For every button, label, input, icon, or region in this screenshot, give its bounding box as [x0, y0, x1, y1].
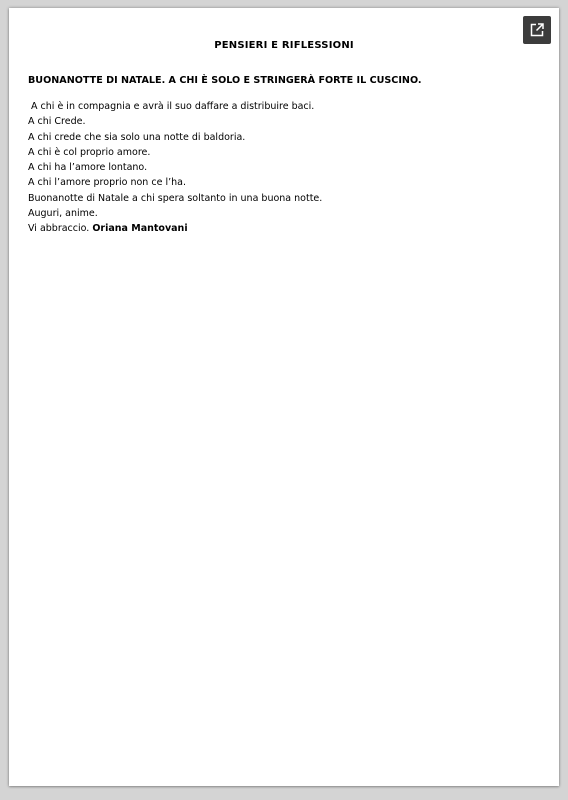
body-line: A chi è col proprio amore. [28, 146, 151, 158]
body-line: A chi crede che sia solo una notte di baldoria. [28, 131, 246, 143]
body-line: A chi l’amore proprio non ce l’ha. [28, 177, 186, 189]
closing-line [28, 221, 538, 236]
body-line: A chi Crede. [28, 116, 86, 128]
body-line: Buonanotte di Natale a chi spera soltanto in una buona notte. [28, 192, 323, 204]
body-line: A chi ha l’amore lontano. [28, 162, 148, 174]
document-title: PENSIERI E RIFLESSIONI [214, 40, 354, 51]
body-line: Auguri, anime. [28, 208, 98, 220]
document-body [28, 99, 538, 237]
closing-text: Vi abbraccio. [28, 223, 93, 235]
body-line: A chi è in compagnia e avrà il suo daffare a distribuire baci. [28, 101, 315, 112]
author-name: Oriana Mantovani [92, 223, 188, 235]
document-page [9, 8, 559, 786]
document-heading: BUONANOTTE DI NATALE. A CHI È SOLO E STRINGERÀ FORTE IL CUSCINO. [28, 75, 422, 86]
open-in-new-icon [530, 23, 544, 37]
